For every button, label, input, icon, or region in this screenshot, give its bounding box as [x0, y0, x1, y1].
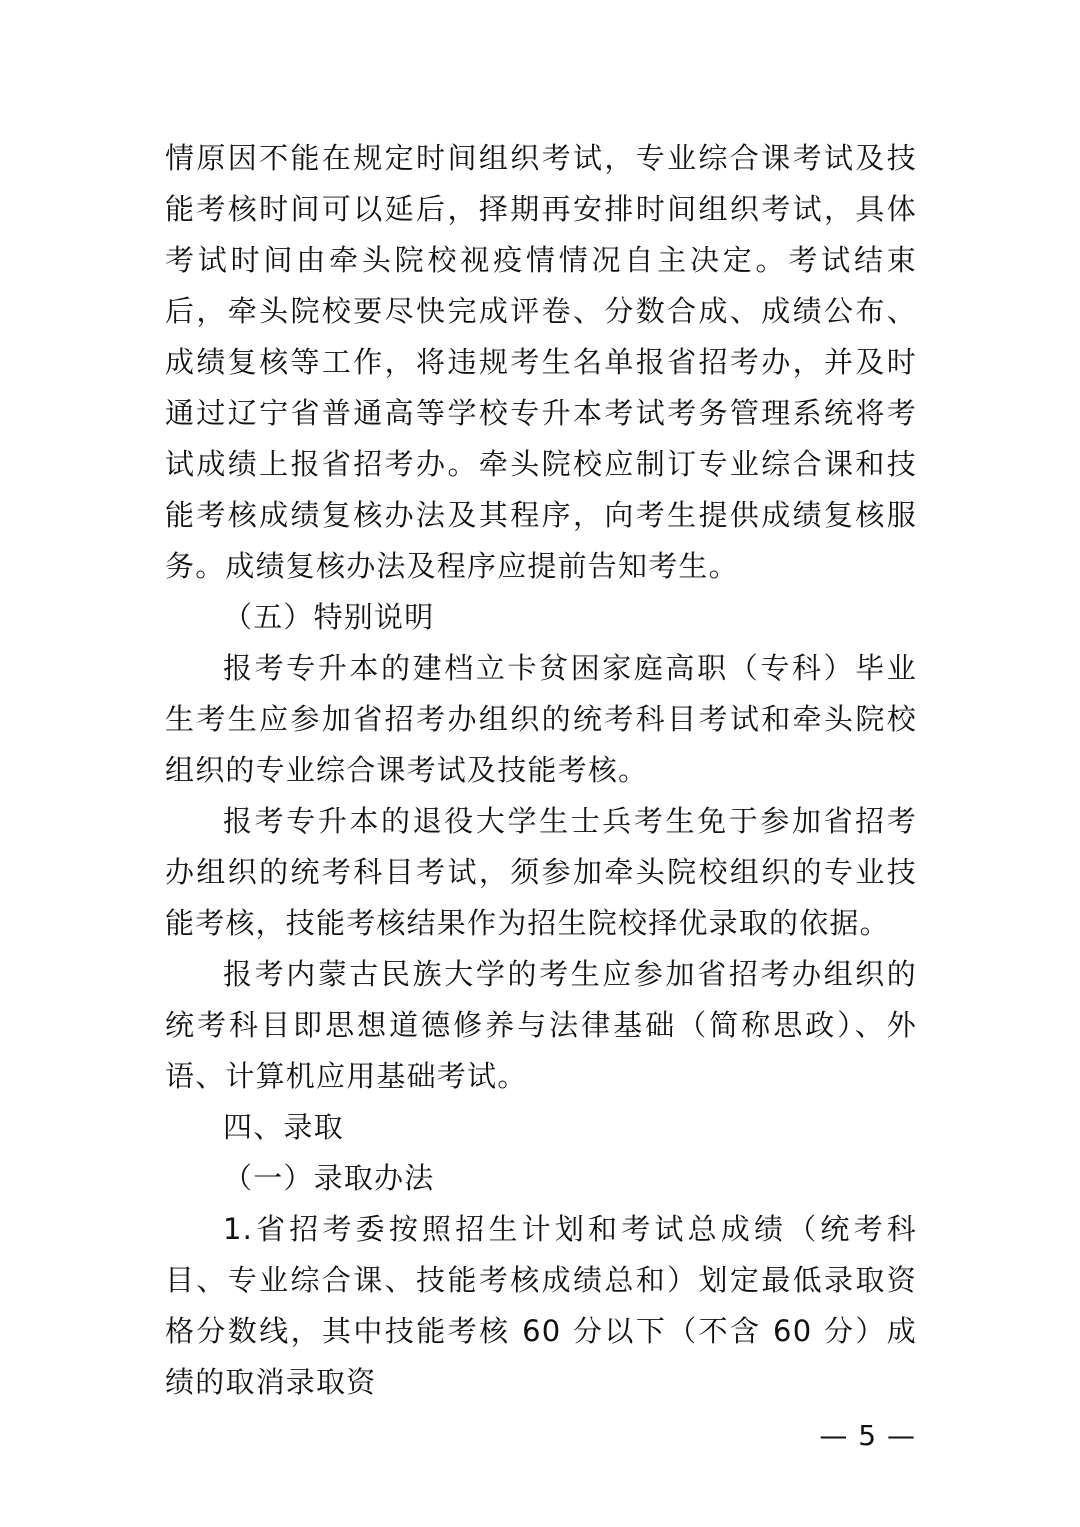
paragraph-veterans: 报考专升本的退役大学生士兵考生免于参加省招考办组织的统考科目考试，须参加牵头院校组织的专业技能考核，技能考核结果作为招生院校择优录取的依据。 [165, 804, 917, 940]
section-heading-admission-method: （一）录取办法 [223, 1161, 435, 1195]
page-number: — 5 — [819, 1419, 916, 1452]
paragraph-admission-rule-1: 1.省招考委按照招生计划和考试总成绩（统考科目、专业综合课、技能考核成绩总和）划定最低录取资格分数线，其中技能考核 60 分以下（不含 60 分）成绩的取消录取资 [165, 1212, 917, 1399]
paragraph-inner-mongolia: 报考内蒙古民族大学的考生应参加省招考办组织的统考科目即思想道德修养与法律基础（简称思政）、外语、计算机应用基础考试。 [165, 957, 917, 1093]
document-body [165, 133, 917, 1408]
paragraph-continued: 情原因不能在规定时间组织考试，专业综合课考试及技能考核时间可以延后，择期再安排时间组织考试，具体考试时间由牵头院校视疫情情况自主决定。考试结束后，牵头院校要尽快完成评卷、分数合成、成绩公布、成绩复核等工作，将违规考生名单报省招考办，并及时通过辽宁省普通高等学校专升本考试考务管理系统将考试成绩上报省招考办。牵头院校应制订专业综合课和技能考核成绩复核办法及其程序，向考生提供成绩复核服务。成绩复核办法及程序应提前告知考生。 [165, 141, 917, 583]
paragraph-poverty-families: 报考专升本的建档立卡贫困家庭高职（专科）毕业生考生应参加省招考办组织的统考科目考试和牵头院校组织的专业综合课考试及技能考核。 [165, 651, 917, 787]
section-heading-admission: 四、录取 [223, 1110, 344, 1144]
section-heading-special-notes: （五）特别说明 [223, 600, 435, 634]
